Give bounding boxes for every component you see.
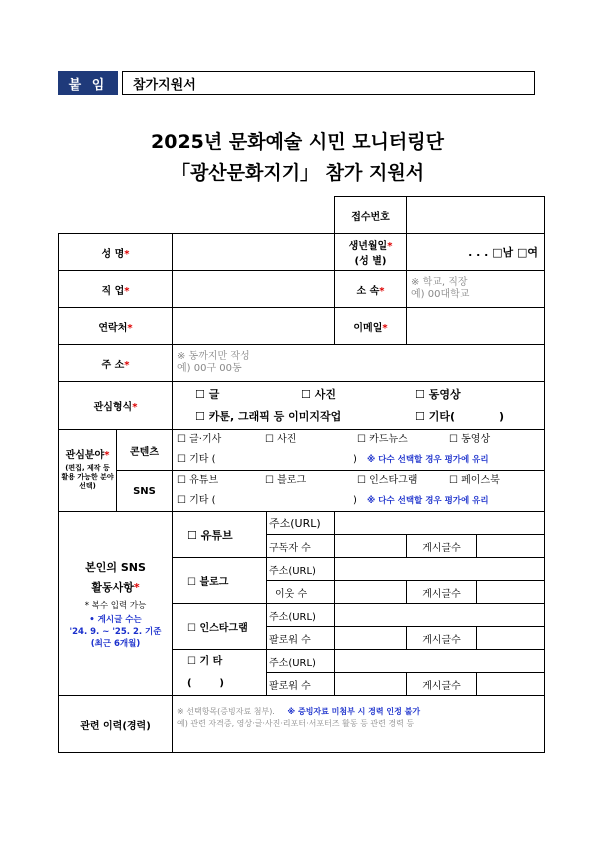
career-label: 관련 이력(경력)	[59, 696, 173, 753]
neighbors-field[interactable]	[335, 581, 407, 604]
contents-options: ☐ 글·기사 ☐ 사진 ☐ 카드뉴스 ☐ 동영상 ☐ 기타 ( ) ※ 다수 선택할 경우 평가에 유리	[173, 430, 545, 471]
instagram-check[interactable]: ☐ 인스타그램	[173, 604, 267, 650]
subscribers-field[interactable]	[335, 535, 407, 558]
neighbors-label: 이웃 수	[267, 581, 335, 604]
option-photo[interactable]: ☐ 사진	[301, 387, 336, 401]
phone-field[interactable]	[173, 308, 335, 345]
option-etc[interactable]: ☐ 기타( )	[415, 409, 505, 423]
sns-facebook[interactable]: ☐ 페이스북	[449, 475, 500, 486]
youtube-check[interactable]: ☐ 유튜브	[173, 512, 267, 558]
attachment-header	[58, 71, 535, 95]
url-label: 주소(URL)	[267, 512, 335, 535]
contents-video[interactable]: ☐ 동영상	[449, 434, 491, 445]
posts-label: 게시글수	[407, 581, 477, 604]
application-form	[58, 196, 545, 753]
interest-field-note: (편집, 제작 등 활용 가능한 분야 선택)	[61, 463, 114, 490]
instagram-posts-field[interactable]	[477, 627, 545, 650]
interest-field-label: 관심분야* (편집, 제작 등 활용 가능한 분야 선택)	[59, 430, 117, 512]
sns-activity-label: 본인의 SNS 활동사항* * 복수 입력 가능 • 게시글 수는 '24. 9. ~ '25. 2. 기준 (최근 6개월)	[59, 512, 173, 696]
multi-select-note: ※ 다수 선택할 경우 평가에 유리	[367, 455, 489, 465]
sns-youtube[interactable]: ☐ 유튜브	[177, 475, 219, 486]
email-label: 이메일*	[335, 308, 407, 345]
document-subtitle: 「광산문화지기」 참가 지원서	[170, 162, 425, 184]
job-field[interactable]	[173, 271, 335, 308]
posts-label: 게시글수	[407, 627, 477, 650]
birth-label: 생년월일* (성 별)	[335, 234, 407, 271]
etc-followers-field[interactable]	[335, 673, 407, 696]
option-text[interactable]: ☐ 글	[195, 387, 220, 401]
affiliation-label: 소 속*	[335, 271, 407, 308]
url-label: 주소(URL)	[267, 650, 335, 673]
blog-url-field[interactable]	[335, 558, 545, 581]
followers-label: 팔로워 수	[267, 627, 335, 650]
sns-blog[interactable]: ☐ 블로그	[265, 475, 307, 486]
option-image-work[interactable]: ☐ 카툰, 그래픽 등 이미지작업	[195, 409, 342, 423]
subscribers-label: 구독자 수	[267, 535, 335, 558]
sns-label: SNS	[117, 471, 173, 512]
etc-check[interactable]: ☐ 기 타 ( )	[173, 650, 267, 696]
sns-instagram[interactable]: ☐ 인스타그램	[357, 475, 418, 486]
etc-url-field[interactable]	[335, 650, 545, 673]
url-label: 주소(URL)	[267, 604, 335, 627]
sns-options: ☐ 유튜브 ☐ 블로그 ☐ 인스타그램 ☐ 페이스북 ☐ 기타 ( ) ※ 다수 선택할 경우 평가에 유리	[173, 471, 545, 512]
posts-label: 게시글수	[407, 673, 477, 696]
address-field[interactable]: ※ 동까지만 작성 예) 00구 00동	[173, 345, 545, 382]
blog-posts-field[interactable]	[477, 581, 545, 604]
url-label: 주소(URL)	[267, 558, 335, 581]
receipt-label: 접수번호	[335, 197, 407, 234]
name-field[interactable]	[173, 234, 335, 271]
career-field[interactable]: ※ 선택항목(증빙자료 첨부). ※ 증빙자료 미첨부 시 경력 인정 불가 예) 관련 자격증, 영상·글·사진·리포터·서포터즈 활동 등 관련 경력 등	[173, 696, 545, 753]
contents-article[interactable]: ☐ 글·기사	[177, 434, 222, 445]
phone-label: 연락처*	[59, 308, 173, 345]
name-label: 성 명*	[59, 234, 173, 271]
etc-posts-field[interactable]	[477, 673, 545, 696]
option-video[interactable]: ☐ 동영상	[415, 387, 461, 401]
attachment-title: 참가지원서	[122, 71, 535, 95]
posts-label: 게시글수	[407, 535, 477, 558]
contents-label: 콘텐츠	[117, 430, 173, 471]
contents-etc[interactable]: ☐ 기타 (	[177, 454, 216, 465]
job-label: 직 업*	[59, 271, 173, 308]
instagram-followers-field[interactable]	[335, 627, 407, 650]
attachment-tag: 붙 임	[58, 71, 118, 95]
document-title: 2025년 문화예술 시민 모니터링단	[151, 131, 444, 153]
birth-gender-field[interactable]: . . . □남 □여	[407, 234, 545, 271]
interest-type-label: 관심형식*	[59, 382, 173, 430]
interest-type-options	[173, 382, 545, 430]
email-field[interactable]	[407, 308, 545, 345]
address-label: 주 소*	[59, 345, 173, 382]
sns-etc[interactable]: ☐ 기타 (	[177, 495, 216, 506]
contents-photo[interactable]: ☐ 사진	[265, 434, 297, 445]
youtube-posts-field[interactable]	[477, 535, 545, 558]
contents-cardnews[interactable]: ☐ 카드뉴스	[357, 434, 408, 445]
receipt-field[interactable]	[407, 197, 545, 234]
followers-label: 팔로워 수	[267, 673, 335, 696]
multi-select-note: ※ 다수 선택할 경우 평가에 유리	[367, 496, 489, 506]
affiliation-field[interactable]: ※ 학교, 직장 예) 00대학교	[407, 271, 545, 308]
youtube-url-field[interactable]	[335, 512, 545, 535]
blog-check[interactable]: ☐ 블로그	[173, 558, 267, 604]
blank-area	[59, 197, 335, 234]
instagram-url-field[interactable]	[335, 604, 545, 627]
